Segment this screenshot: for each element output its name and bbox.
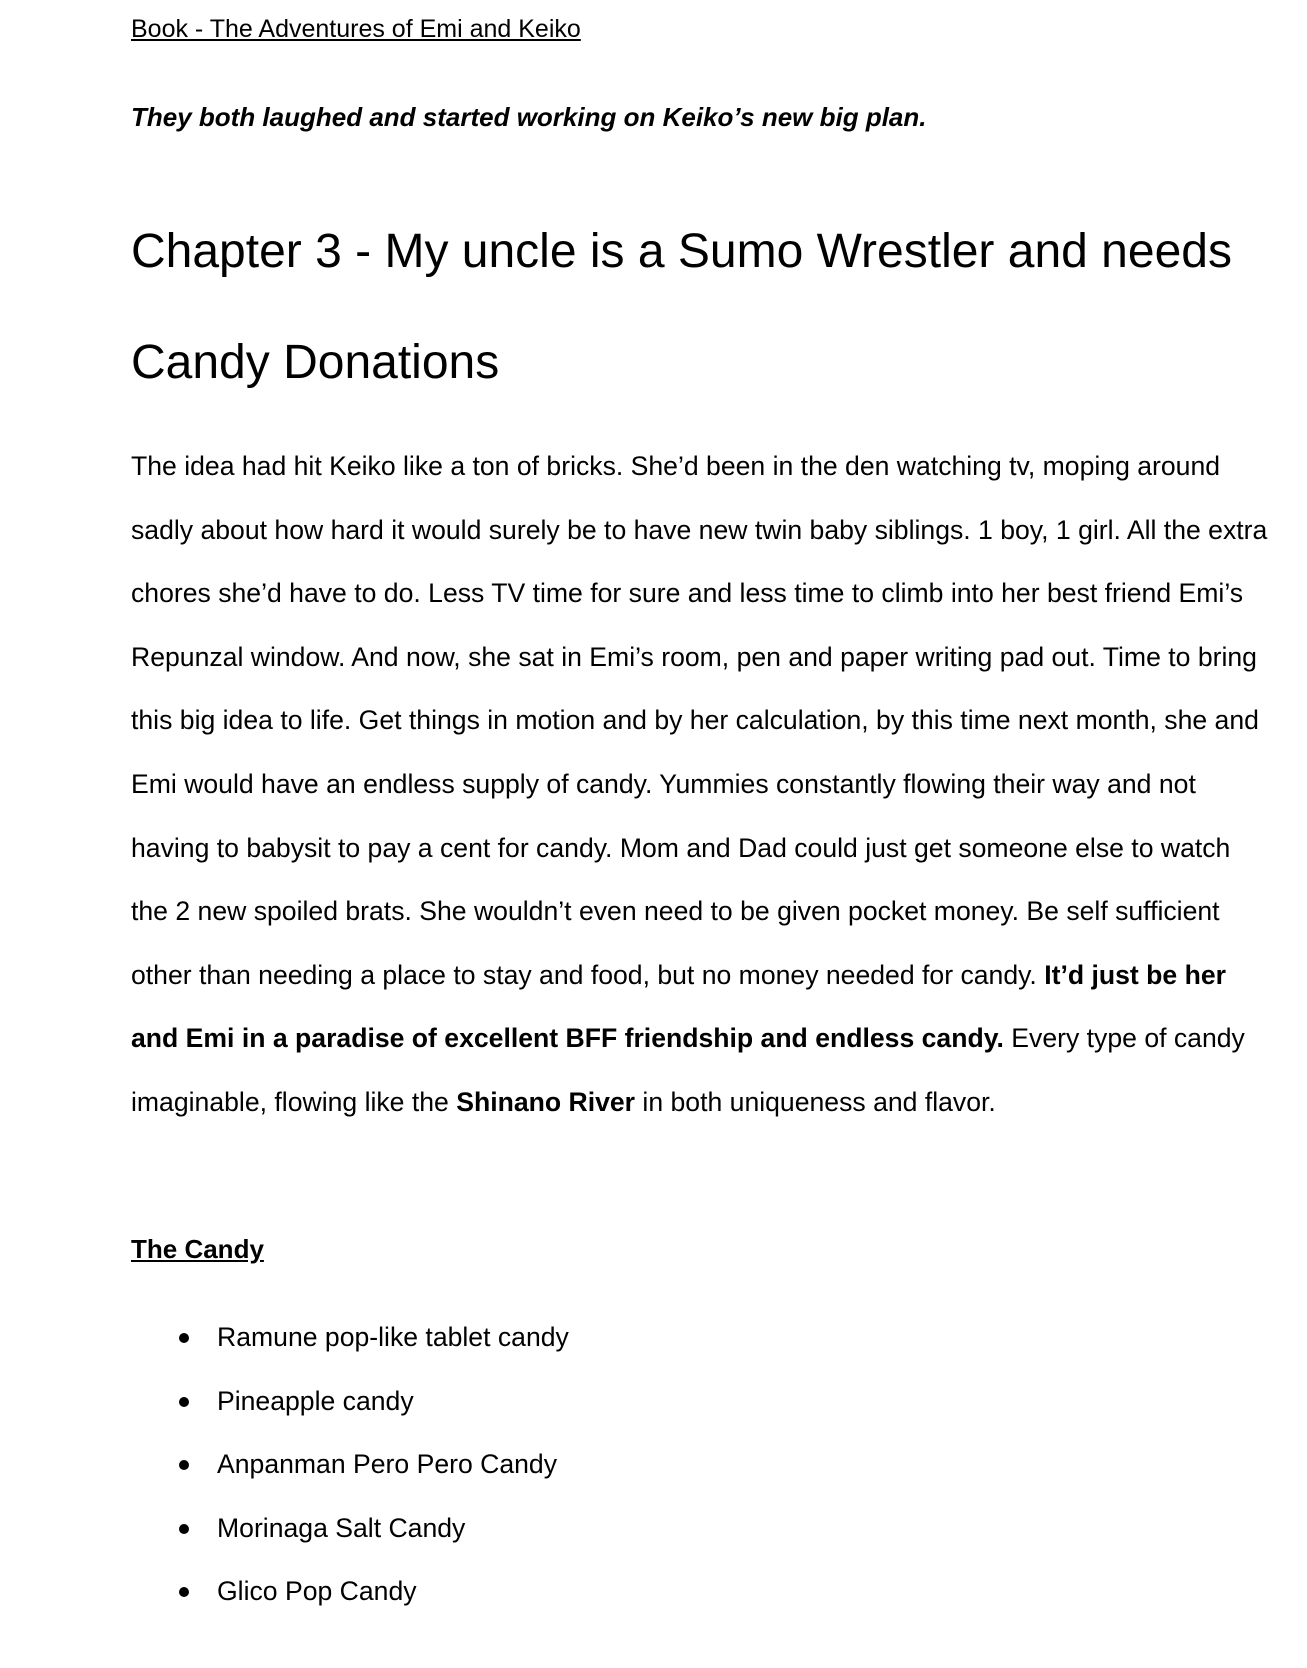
list-item [131, 1370, 569, 1434]
paragraph-text: in both uniqueness and flavor. [635, 1086, 996, 1117]
bullet-icon [179, 1587, 189, 1597]
story-paragraph [131, 435, 1271, 1135]
list-item [131, 1433, 569, 1497]
paragraph-bold-text: Shinano River [456, 1086, 636, 1117]
list-item-label: Anpanman Pero Pero Candy [217, 1449, 558, 1480]
chapter-title: Chapter 3 - My uncle is a Sumo Wrestler and needs Candy Donations [131, 225, 1232, 389]
paragraph-text: The idea had hit Keiko like a ton of bricks. She’d been in the den watching tv, moping around sadly about how hard it would surely be to have new twin baby siblings. 1 boy, 1 girl. All the extra chores she’d have to do. Less TV time for sure and less time to climb into her best friend Emi’s Repunzal window. And now, she sat in Emi’s room, pen and paper writing pad out. Time to bring this big idea to life. Get things in motion and by her calculation, by this time next month, she and Emi would have an endless supply of candy. Yummies constantly flowing their way and not having to babysit to pay a cent for candy. Mom and Dad could just get someone else to watch the 2 new spoiled brats. She wouldn’t even need to be given pocket money. Be self sufficient other than needing a place to stay and food, but no money needed for candy. [131, 451, 1268, 990]
bullet-icon [179, 1524, 189, 1534]
bullet-icon [179, 1397, 189, 1407]
intro-sentence: They both laughed and started working on Keiko’s new big plan. [131, 102, 927, 132]
list-item [131, 1497, 569, 1561]
list-item-label: Morinaga Salt Candy [217, 1512, 466, 1543]
paragraph-text: Every type of candy imaginable, flowing like the [131, 1023, 1245, 1117]
candy-list [131, 1306, 569, 1624]
candy-section-heading: The Candy [131, 1234, 264, 1264]
bullet-icon [179, 1460, 189, 1470]
list-item-label: Glico Pop Candy [217, 1576, 417, 1607]
paragraph-bold-text: It’d just be her and Emi in a paradise of excellent BFF friendship and endless candy. [131, 959, 1226, 1054]
bullet-icon [179, 1333, 189, 1343]
list-item [131, 1306, 569, 1370]
book-title-header: Book - The Adventures of Emi and Keiko [131, 15, 581, 43]
list-item-label: Pineapple candy [217, 1385, 414, 1416]
list-item [131, 1560, 569, 1624]
list-item-label: Ramune pop-like tablet candy [217, 1322, 569, 1352]
